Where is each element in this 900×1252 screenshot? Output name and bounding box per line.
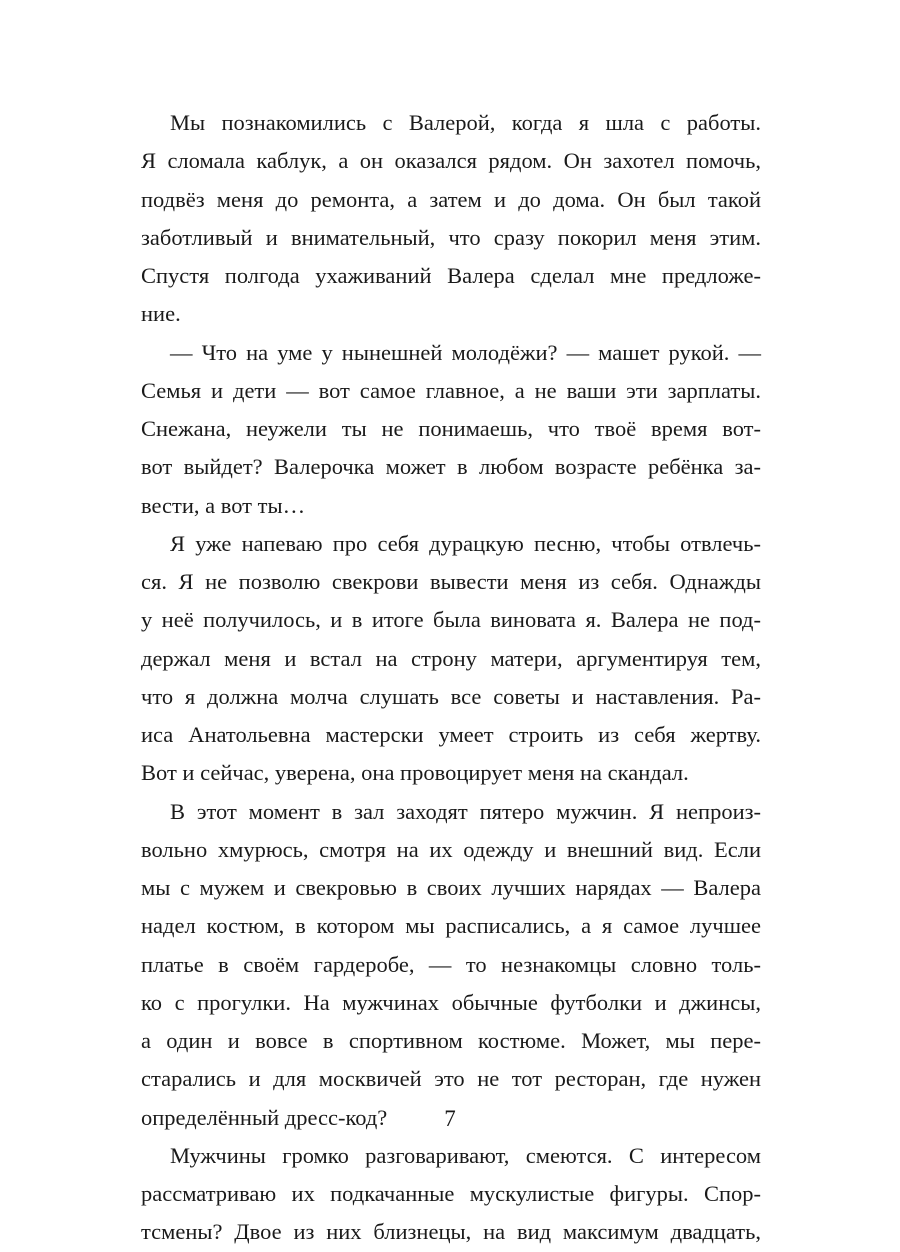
text-line: Я сломала каблук, а он оказался рядом. Он захотел помочь,: [141, 148, 761, 174]
text-line: рассматриваю их подкачанные мускулистые фигуры. Спор-: [141, 1181, 761, 1206]
text-line: ко с прогулки. На мужчинах обычные футболки и джинсы,: [141, 989, 761, 1015]
text-line: определённый дресс-код?: [141, 1104, 388, 1130]
text-line: держал меня и встал на строну матери, аргументируя тем,: [141, 645, 761, 671]
text-line: Спустя полгода ухаживаний Валера сделал мне предложе-: [141, 263, 761, 288]
text-line: Семья и дети — вот самое главное, а не ваши эти зарплаты.: [141, 377, 761, 403]
page-number: 7: [444, 1106, 456, 1131]
text-line: надел костюм, в котором мы расписались, а я самое лучшее: [141, 913, 761, 939]
text-line: а один и вовсе в спортивном костюме. Может, мы пере-: [141, 1028, 761, 1053]
text-line: вести, а вот ты…: [141, 492, 306, 518]
text-line: Снежана, неужели ты не понимаешь, что твоё время вот-: [141, 416, 761, 441]
text-line: Я уже напеваю про себя дурацкую песню, чтобы отвлечь-: [170, 530, 761, 556]
text-line: у неё получилось, и в итоге была виновата я. Валера не под-: [141, 607, 761, 633]
text-line: ся. Я не позволю свекрови вывести меня из себя. Однажды: [141, 569, 761, 594]
text-line: — Что на уме у нынешней молодёжи? — машет рукой. —: [170, 339, 761, 365]
text-line: иса Анатольевна мастерски умеет строить из себя жертву.: [141, 722, 761, 747]
text-line: Мужчины громко разговаривают, смеются. С интересом: [170, 1142, 761, 1168]
text-line: мы с мужем и свекровью в своих лучших нарядах — Валера: [141, 875, 761, 900]
text-line: В этот момент в зал заходят пятеро мужчин. Я непроиз-: [170, 798, 761, 824]
page-body-text: [141, 104, 761, 1252]
text-line: заботливый и внимательный, что сразу покорил меня этим.: [141, 224, 761, 250]
text-line: ние.: [141, 301, 181, 327]
text-line: вот выйдет? Валерочка может в любом возрасте ребёнка за-: [141, 454, 761, 480]
text-line: тсмены? Двое из них близнецы, на вид максимум двадцать,: [141, 1219, 761, 1245]
text-line: вольно хмурюсь, смотря на их одежду и внешний вид. Если: [141, 836, 761, 862]
text-line: что я должна молча слушать все советы и наставления. Ра-: [141, 683, 761, 709]
text-line: Вот и сейчас, уверена, она провоцирует меня на скандал.: [141, 760, 689, 786]
text-line: старались и для москвичей это не тот ресторан, где нужен: [141, 1066, 761, 1092]
text-line: Мы познакомились с Валерой, когда я шла с работы.: [170, 110, 761, 135]
text-line: подвёз меня до ремонта, а затем и до дома. Он был такой: [141, 186, 761, 212]
text-line: платье в своём гардеробе, — то незнакомцы словно толь-: [141, 951, 761, 977]
